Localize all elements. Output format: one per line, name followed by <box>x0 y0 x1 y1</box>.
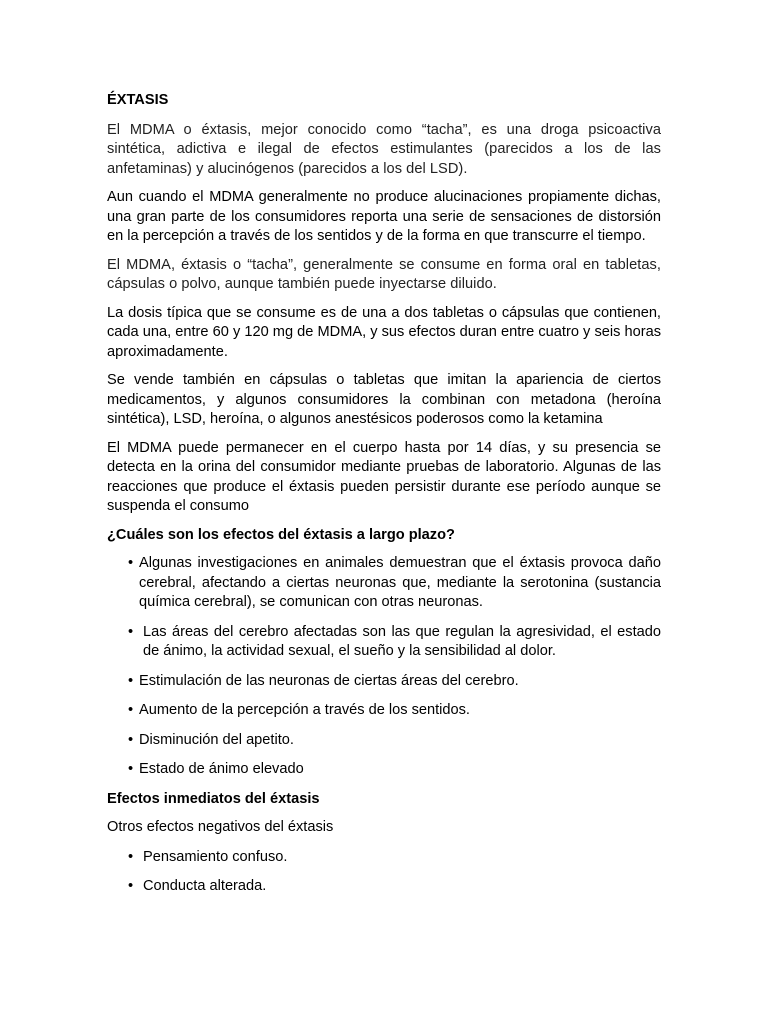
section-intro-immediate: Otros efectos negativos del éxtasis <box>107 819 334 835</box>
list-item-text: Algunas investigaciones en animales demuestran que el éxtasis provoca daño cerebral, afectando a ciertas neuronas que, mediante la serotonina (sustancia química cerebral), se comunican con otras neuronas. <box>139 555 661 610</box>
list-item <box>107 623 661 662</box>
list-item-text: Estado de ánimo elevado <box>139 761 304 777</box>
bullet-marker: • <box>128 731 134 748</box>
section-heading-long-term: ¿Cuáles son los efectos del éxtasis a largo plazo? <box>107 526 455 543</box>
bullet-marker: • <box>128 672 134 689</box>
bullet-marker: • <box>128 702 134 718</box>
bullet-marker: • <box>128 623 134 640</box>
list-item-text: Pensamiento confuso. <box>143 848 288 865</box>
bullet-marker: • <box>128 878 134 894</box>
list-item-text: Aumento de la percepción a través de los sentidos. <box>139 702 470 718</box>
bullet-marker: • <box>128 555 134 571</box>
list-item <box>107 760 661 780</box>
list-item-text: Conducta alterada. <box>143 878 267 894</box>
list-item <box>107 701 661 721</box>
document-title: ÉXTASIS <box>107 92 169 108</box>
list-item-text: Estimulación de las neuronas de ciertas áreas del cerebro. <box>139 672 519 689</box>
list-item <box>107 731 661 751</box>
paragraph-dosage: La dosis típica que se consume es de una a dos tabletas o cápsulas que contienen, cada una, entre 60 y 120 mg de MDMA, y sus efectos duran entre cuatro y seis horas aproximadamente. <box>107 304 661 360</box>
list-item-text: Las áreas del cerebro afectadas son las que regulan la agresividad, el estado de ánimo, la actividad sexual, el sueño y la sensibilidad al dolor. <box>143 623 661 659</box>
bullet-marker: • <box>128 848 134 865</box>
document-page <box>107 91 661 907</box>
paragraph-intro: El MDMA o éxtasis, mejor conocido como “tacha”, es una droga psicoactiva sintética, adictiva e ilegal de efectos estimulantes (parecidos a los de las anfetaminas) y alucinógenos (parecidos a los del LSD). <box>107 121 661 177</box>
bullet-list-immediate <box>107 848 661 897</box>
bullet-marker: • <box>128 761 134 777</box>
list-item <box>107 672 661 692</box>
paragraph-consumption: El MDMA, éxtasis o “tacha”, generalmente se consume en forma oral en tabletas, cápsulas o polvo, aunque también puede inyectarse diluido. <box>107 256 661 292</box>
paragraph-combinations: Se vende también en cápsulas o tabletas que imitan la apariencia de ciertos medicamentos, y algunos consumidores la combinan con metadona (heroína sintética), LSD, heroína, o algunos anestésicos poderosos como la ketamina <box>107 372 661 427</box>
paragraph-hallucinations: Aun cuando el MDMA generalmente no produce alucinaciones propiamente dichas, una gran parte de los consumidores reporta una serie de sensaciones de distorsión en la percepción a través de los sentidos y de la forma en que transcurre el tiempo. <box>107 189 661 244</box>
section-heading-immediate: Efectos inmediatos del éxtasis <box>107 790 320 807</box>
list-item <box>107 554 661 613</box>
list-item-text: Disminución del apetito. <box>139 731 294 748</box>
list-item <box>107 877 661 897</box>
paragraph-persistence: El MDMA puede permanecer en el cuerpo hasta por 14 días, y su presencia se detecta en la orina del consumidor mediante pruebas de laboratorio. Algunas de las reacciones que produce el éxtasis pueden persistir durante ese período aunque se suspenda el consumo <box>107 439 661 514</box>
list-item <box>107 848 661 868</box>
bullet-list-long-term <box>107 554 661 780</box>
